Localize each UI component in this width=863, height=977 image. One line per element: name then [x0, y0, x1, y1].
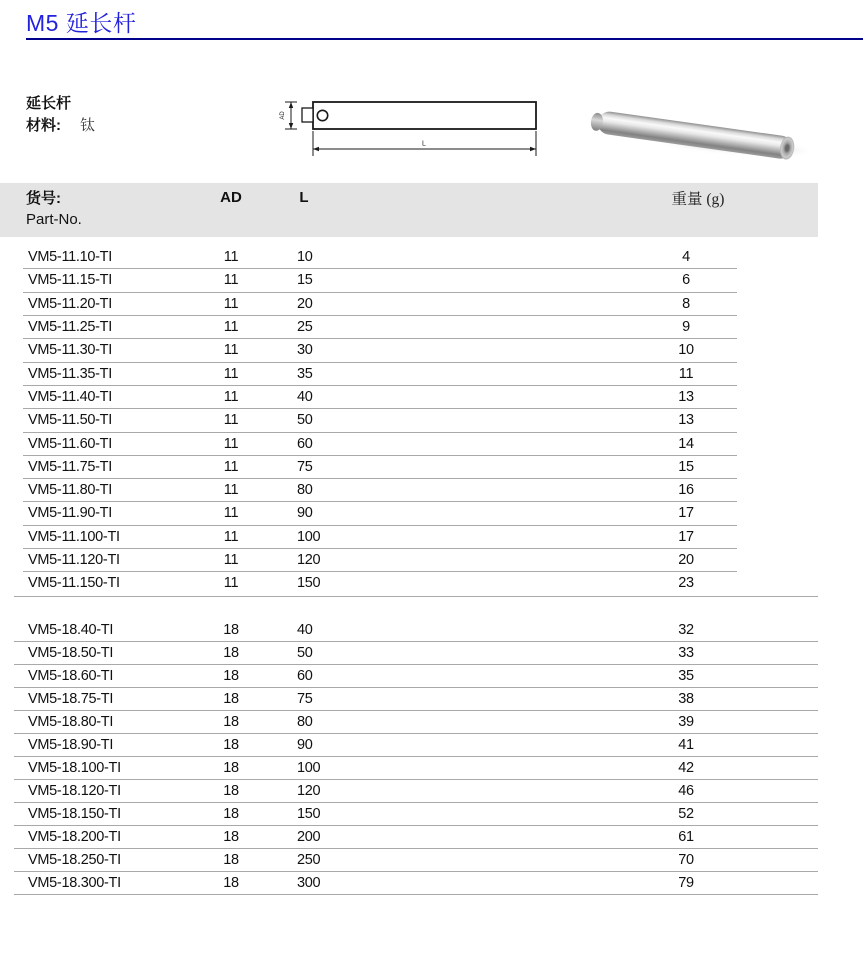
cell-ad: 18 [223, 828, 239, 845]
header-part-no-en: Part-No. [26, 211, 82, 228]
cell-part-no: VM5-11.50-TI [28, 412, 112, 429]
cell-part-no: VM5-11.20-TI [28, 295, 112, 312]
photo-rod-right-end [779, 136, 796, 161]
table-header [0, 183, 818, 237]
cell-part-no: VM5-11.150-TI [28, 575, 120, 592]
table-row [23, 363, 737, 386]
cell-length: 80 [297, 482, 313, 499]
table-row [23, 409, 737, 432]
table-row [14, 711, 818, 734]
cell-part-no: VM5-11.60-TI [28, 435, 112, 452]
cell-weight: 10 [678, 342, 694, 359]
cell-length: 120 [297, 782, 321, 799]
cell-weight: 13 [678, 412, 694, 429]
cell-ad: 11 [223, 435, 239, 452]
cell-part-no: VM5-11.80-TI [28, 482, 112, 499]
table-group-ad18 [14, 619, 818, 895]
cell-length: 100 [297, 759, 321, 776]
cell-length: 80 [297, 713, 313, 730]
cell-length: 60 [297, 667, 313, 684]
table-row [23, 502, 737, 525]
header-weight: 重量 (g) [671, 191, 725, 208]
cell-weight: 35 [678, 667, 694, 684]
header-ad: AD [220, 189, 242, 206]
cell-ad: 11 [223, 482, 239, 499]
cell-part-no: VM5-18.90-TI [28, 736, 114, 753]
table-row [14, 803, 818, 826]
table-row [23, 339, 737, 362]
cell-ad: 11 [223, 318, 239, 335]
cell-ad: 18 [223, 874, 239, 891]
cell-part-no: VM5-18.200-TI [28, 828, 121, 845]
cell-weight: 9 [682, 318, 690, 335]
cell-length: 10 [297, 249, 313, 265]
cell-ad: 18 [223, 690, 239, 707]
cell-part-no: VM5-18.300-TI [28, 874, 121, 891]
table-row [14, 757, 818, 780]
cell-length: 40 [297, 621, 313, 638]
cell-ad: 18 [223, 644, 239, 661]
table-row [23, 549, 737, 572]
cell-weight: 52 [678, 805, 694, 822]
cell-length: 90 [297, 736, 313, 753]
cell-weight: 20 [678, 552, 694, 569]
cell-weight: 16 [678, 482, 694, 499]
cell-ad: 18 [223, 805, 239, 822]
cell-length: 90 [297, 505, 313, 522]
cell-ad: 18 [223, 713, 239, 730]
table-group-ad11 [23, 246, 737, 596]
cell-length: 60 [297, 435, 313, 452]
header-length: L [299, 189, 309, 206]
cell-ad: 18 [223, 782, 239, 799]
cell-length: 15 [297, 272, 313, 289]
cell-part-no: VM5-18.100-TI [28, 759, 121, 776]
table-row [23, 293, 737, 316]
cell-weight: 41 [678, 736, 694, 753]
table-row [23, 456, 737, 479]
cell-ad: 18 [223, 759, 239, 776]
table-row [23, 246, 737, 269]
cell-ad: 18 [223, 621, 239, 638]
cell-ad: 18 [223, 736, 239, 753]
cell-length: 120 [297, 552, 321, 569]
cell-part-no: VM5-11.100-TI [28, 528, 120, 545]
cell-weight: 61 [678, 828, 694, 845]
table-row [23, 269, 737, 292]
cell-weight: 70 [678, 851, 694, 868]
group-divider [14, 596, 818, 597]
cell-length: 250 [297, 851, 321, 868]
cell-part-no: VM5-18.120-TI [28, 782, 121, 799]
cell-weight: 46 [678, 782, 694, 799]
cell-ad: 18 [223, 851, 239, 868]
cell-part-no: VM5-18.40-TI [28, 621, 114, 638]
table-row [14, 849, 818, 872]
cell-weight: 13 [678, 388, 694, 405]
cell-weight: 4 [682, 249, 690, 265]
cell-length: 300 [297, 874, 321, 891]
cell-length: 20 [297, 295, 313, 312]
cell-weight: 17 [678, 505, 694, 522]
cell-part-no: VM5-18.50-TI [28, 644, 114, 661]
cell-ad: 11 [223, 388, 239, 405]
cell-length: 200 [297, 828, 321, 845]
drawing-dim-l-label: L [422, 140, 426, 148]
cell-ad: 11 [223, 505, 239, 522]
cell-length: 100 [297, 528, 321, 545]
title-divider [26, 38, 863, 40]
cell-part-no: VM5-11.30-TI [28, 342, 112, 359]
material-value: 钛 [80, 117, 96, 134]
cell-ad: 11 [223, 575, 239, 592]
cell-part-no: VM5-11.75-TI [28, 458, 112, 475]
cell-part-no: VM5-18.150-TI [28, 805, 121, 822]
header-part-no-cn: 货号: [26, 190, 61, 207]
cell-length: 30 [297, 342, 313, 359]
product-name: 延长杆 [26, 95, 72, 112]
table-row [23, 572, 737, 595]
table-row [14, 826, 818, 849]
cell-ad: 18 [223, 667, 239, 684]
table-row [23, 433, 737, 456]
cell-length: 50 [297, 644, 313, 661]
photo-rod [596, 110, 793, 160]
cell-length: 150 [297, 805, 321, 822]
cell-length: 75 [297, 690, 313, 707]
cell-part-no: VM5-18.80-TI [28, 713, 114, 730]
cell-part-no: VM5-11.120-TI [28, 552, 120, 569]
table-row [14, 872, 818, 895]
cell-ad: 11 [223, 365, 239, 382]
cell-length: 40 [297, 388, 313, 405]
table-row [14, 688, 818, 711]
dimension-drawing [278, 92, 543, 162]
cell-weight: 14 [678, 435, 694, 452]
cell-weight: 42 [678, 759, 694, 776]
cell-ad: 11 [223, 528, 239, 545]
cell-part-no: VM5-11.25-TI [28, 318, 112, 335]
cell-weight: 32 [678, 621, 694, 638]
cell-length: 150 [297, 575, 321, 592]
cell-weight: 39 [678, 713, 694, 730]
cell-part-no: VM5-11.35-TI [28, 365, 112, 382]
table-row [23, 386, 737, 409]
cell-weight: 11 [678, 365, 694, 382]
table-row [23, 526, 737, 549]
table-row [23, 316, 737, 339]
cell-length: 75 [297, 458, 313, 475]
table-row [14, 734, 818, 757]
cell-weight: 6 [682, 272, 690, 289]
cell-ad: 11 [223, 295, 239, 312]
cell-length: 35 [297, 365, 313, 382]
cell-weight: 79 [678, 874, 694, 891]
table-row [14, 642, 818, 665]
cell-weight: 23 [678, 575, 694, 592]
cell-weight: 8 [682, 295, 690, 312]
material-label: 材料: [26, 117, 61, 134]
cell-part-no: VM5-18.250-TI [28, 851, 121, 868]
cell-part-no: VM5-11.90-TI [28, 505, 112, 522]
cell-weight: 38 [678, 690, 694, 707]
table-row [23, 479, 737, 502]
cell-weight: 17 [678, 528, 694, 545]
table-row [14, 665, 818, 688]
cell-length: 50 [297, 412, 313, 429]
cell-part-no: VM5-11.15-TI [28, 272, 112, 289]
cell-part-no: VM5-11.10-TI [28, 249, 112, 265]
cell-part-no: VM5-18.60-TI [28, 667, 114, 684]
cell-weight: 33 [678, 644, 694, 661]
cell-length: 25 [297, 318, 313, 335]
cell-weight: 15 [678, 458, 694, 475]
cell-ad: 11 [223, 412, 239, 429]
photo-rod-left-end [590, 112, 604, 131]
drawing-dim-ad-label: AD [280, 111, 286, 120]
drawing-rod-body [313, 102, 536, 129]
cell-ad: 11 [223, 342, 239, 359]
drawing-cross-hole [317, 110, 327, 120]
cell-part-no: VM5-18.75-TI [28, 690, 114, 707]
cell-ad: 11 [223, 458, 239, 475]
table-row [14, 619, 818, 642]
cell-ad: 11 [223, 272, 239, 289]
drawing-thread-stub [302, 108, 313, 122]
page-title: M5 延长杆 [26, 10, 137, 36]
cell-ad: 11 [223, 249, 239, 265]
table-row [14, 780, 818, 803]
product-photo [588, 94, 818, 160]
cell-ad: 11 [223, 552, 239, 569]
cell-part-no: VM5-11.40-TI [28, 388, 112, 405]
